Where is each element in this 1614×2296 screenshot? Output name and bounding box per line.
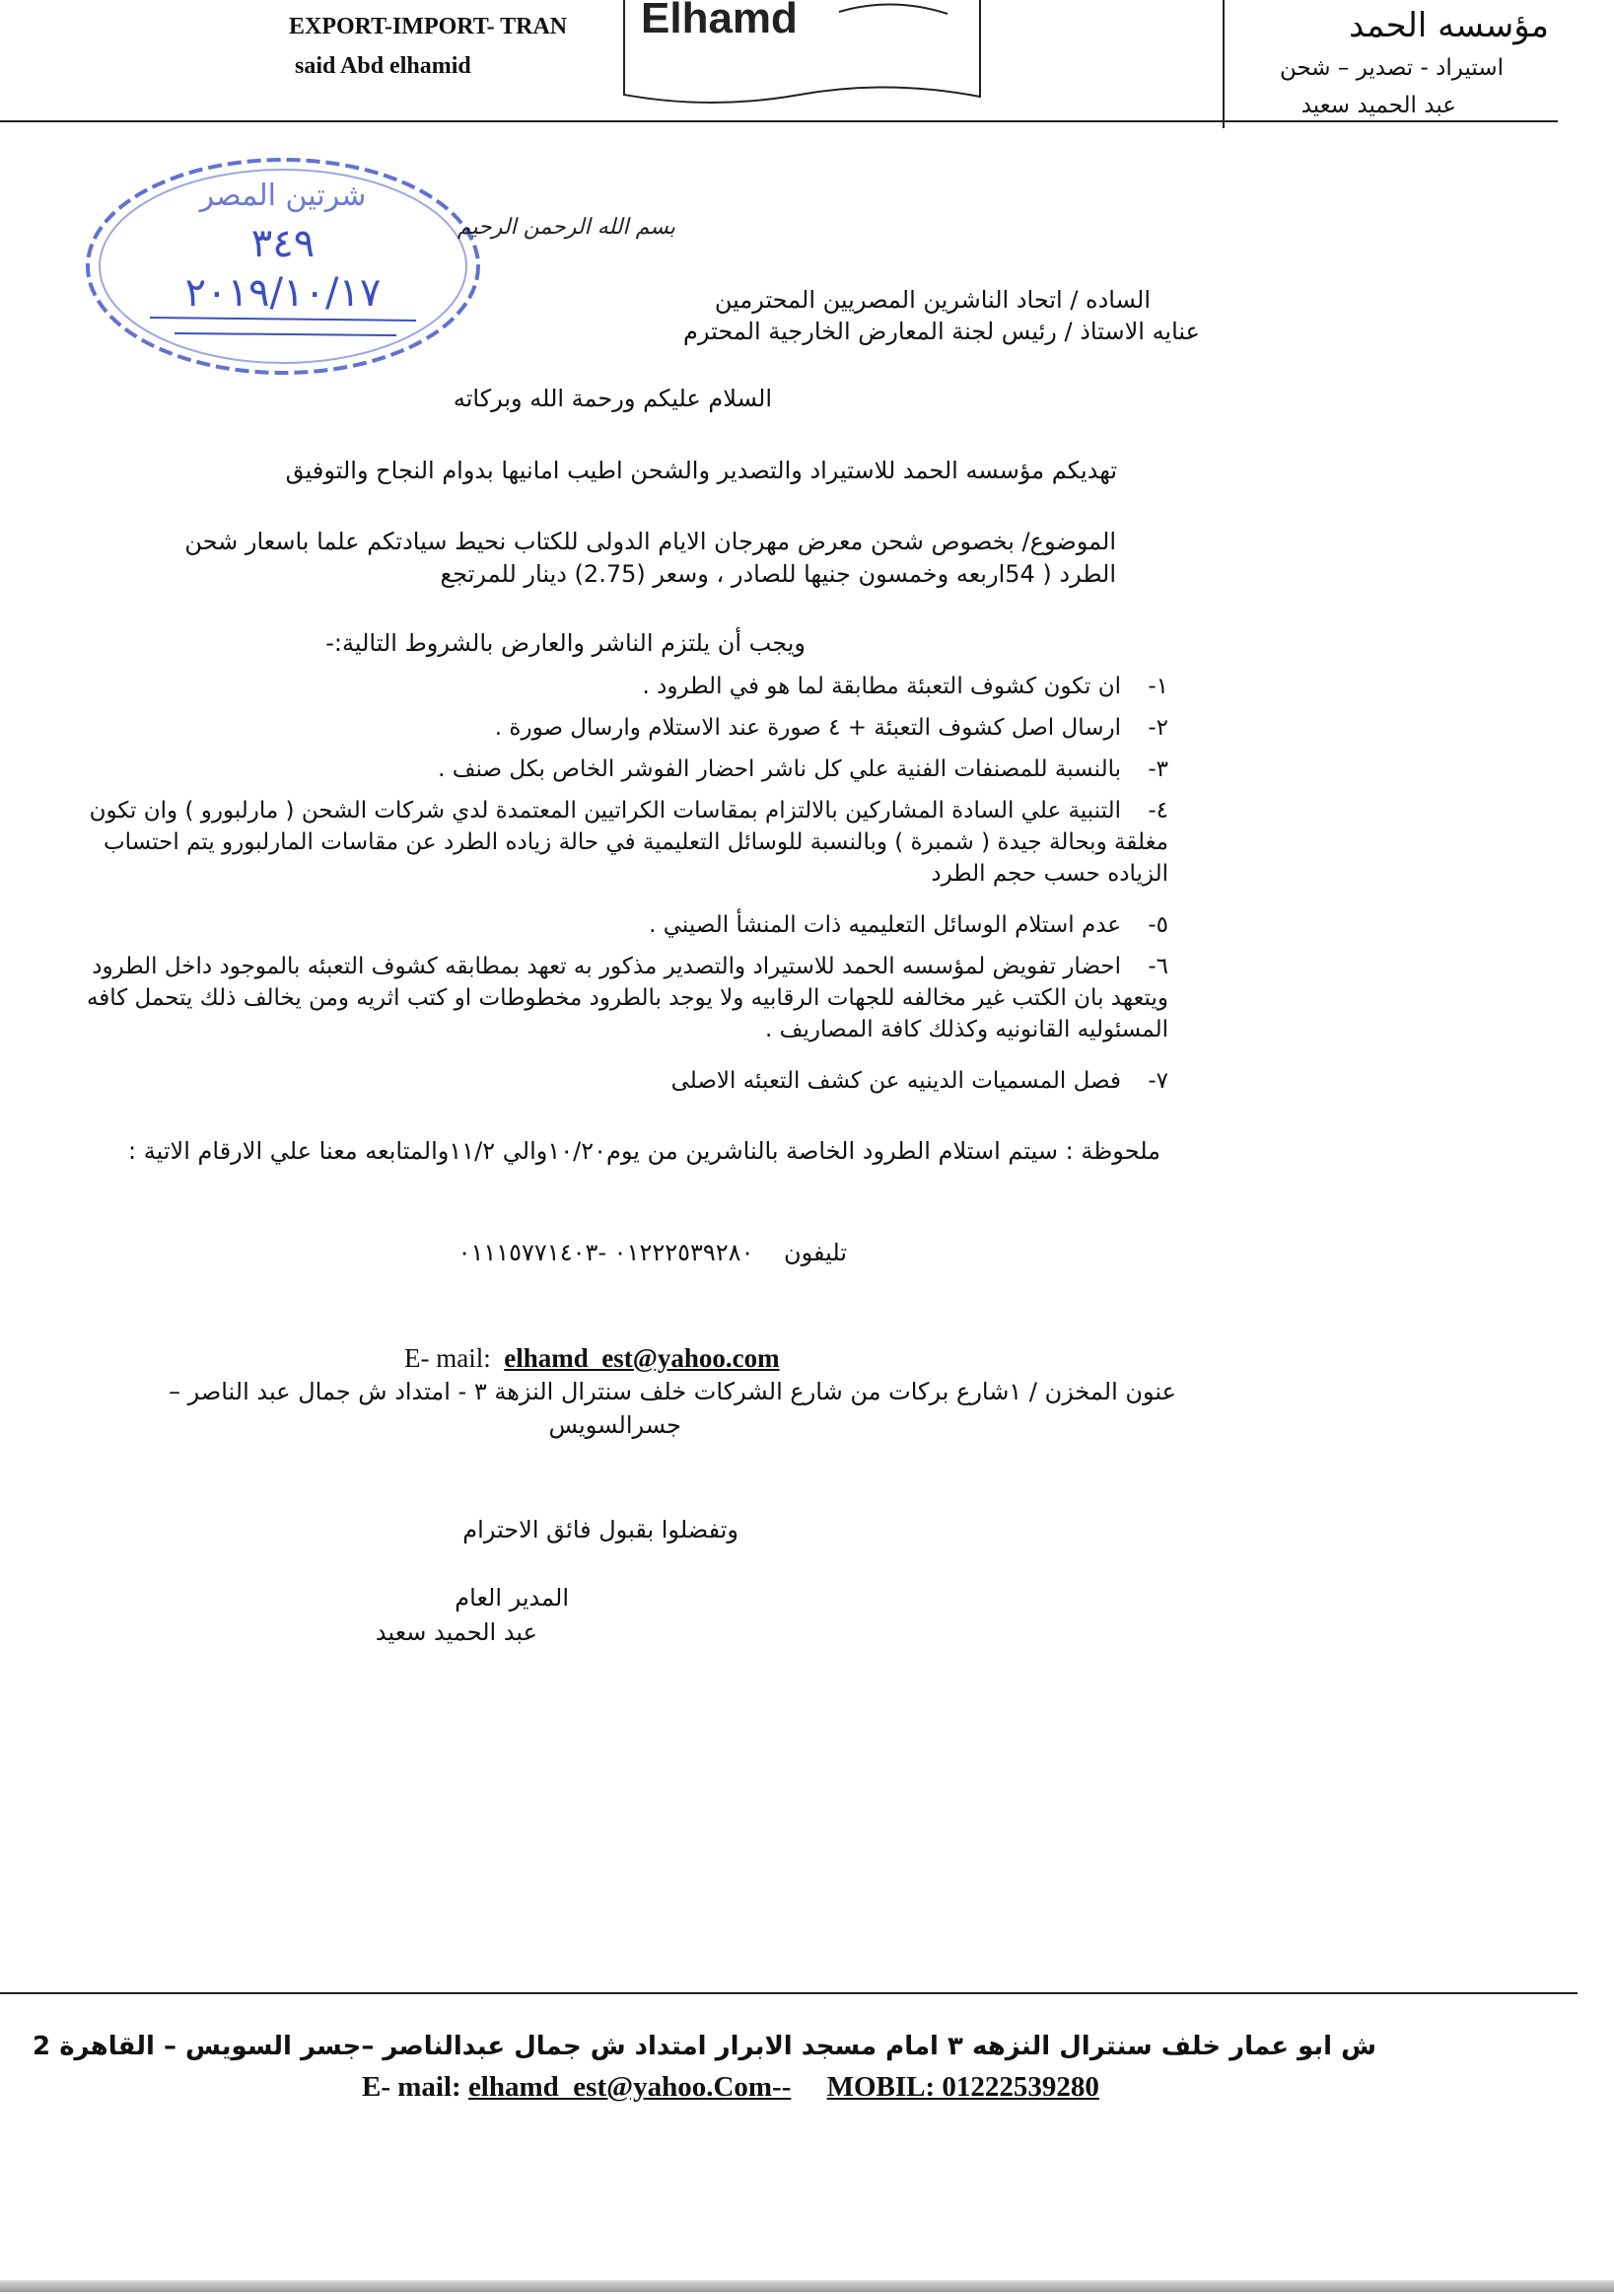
condition-item bbox=[44, 909, 1168, 941]
condition-number: ٥- bbox=[1148, 912, 1168, 938]
footer-email-link[interactable]: elhamd_est@yahoo.Com-- bbox=[467, 2071, 792, 2103]
company-activities-ar: استيراد - تصدير – شحن bbox=[1279, 55, 1504, 81]
signature-title: المدير العام bbox=[455, 1584, 569, 1612]
basmala: بسم الله الرحمن الرحيم bbox=[456, 215, 675, 240]
stamp-seal bbox=[81, 148, 485, 385]
warehouse-address-line-1: عنون المخزن / ١شارع بركات من شارع الشركات خلف سنترال النزهة ٣ - امتداد ش جمال عبد الناصر – bbox=[168, 1378, 1176, 1405]
greeting: السلام عليكم ورحمة الله وبركاته bbox=[453, 385, 772, 412]
footer-address: ش ابو عمار خلف سنترال النزهه ٣ امام مسجد الابرار امتداد ش جمال عبدالناصر –جسر السويس – القاهرة 2 bbox=[33, 2032, 1376, 2061]
recipient-line-1: الساده / اتحاد الناشرين المصريين المحترمين bbox=[714, 286, 1151, 314]
owner-name-ar: عبد الحميد سعيد bbox=[1300, 93, 1456, 118]
footer-contact bbox=[362, 2071, 1099, 2104]
condition-item bbox=[44, 753, 1168, 785]
stamp-number: ٣٤٩ bbox=[250, 221, 316, 266]
conditions-intro: ويجب أن يلتزم الناشر والعارض بالشروط التالية:- bbox=[325, 629, 806, 657]
header-divider bbox=[1223, 0, 1225, 128]
condition-text: فصل المسميات الدينيه عن كشف التعبئه الاصلى bbox=[670, 1068, 1121, 1094]
closing: وتفضلوا بقبول فائق الاحترام bbox=[462, 1516, 738, 1543]
footer-email-label: E- mail: bbox=[362, 2071, 461, 2103]
condition-text: بالنسبة للمصنفات الفنية علي كل ناشر احضار الفوشر الخاص بكل صنف . bbox=[438, 756, 1121, 782]
condition-text: احضار تفويض لمؤسسه الحمد للاستيراد والتصدير مذكور به تعهد بمطابقه كشوف التعبئه بالموجود داخل الطرود ويتعهد بان الكتب غير مخالفه للجهات الرقابيه ولا يوجد بالطرود مخطوطات او كتب اثريه ومن يخالف ذلك يتحمل كافه المسئوليه القانونيه وكذلك كافة المصاريف . bbox=[86, 954, 1168, 1042]
condition-item bbox=[44, 951, 1168, 1045]
recipient-line-2: عنايه الاستاذ / رئيس لجنة المعارض الخارجية المحترم bbox=[682, 318, 1200, 345]
phone-label: تليفون bbox=[783, 1239, 847, 1266]
condition-item bbox=[44, 1065, 1168, 1097]
scan-edge bbox=[0, 2280, 1614, 2292]
subject-line-1: الموضوع/ بخصوص شحن معرض مهرجان الايام الدولى للكتاب نحيط سيادتكم علما باسعار شحن bbox=[184, 528, 1116, 555]
condition-text: ارسال اصل كشوف التعبئة + ٤ صورة عند الاستلام وارسال صورة . bbox=[494, 715, 1121, 741]
note: ملحوظة : سيتم استلام الطرود الخاصة بالناشرين من يوم١٠/٢٠والي ١١/٢والمتابعه معنا علي الارقام الاتية : bbox=[128, 1137, 1160, 1165]
condition-number: ٣- bbox=[1148, 756, 1168, 782]
condition-item bbox=[44, 671, 1168, 702]
company-name-en: EXPORT-IMPORT- TRAN bbox=[289, 14, 568, 39]
warehouse-address-line-2: جسرالسويس bbox=[548, 1411, 681, 1439]
phone-numbers: ٠١٢٢٢٥٣٩٢٨٠ -٠١١١٥٧٧١٤٠٣ bbox=[457, 1239, 754, 1266]
intro-paragraph: تهديكم مؤسسه الحمد للاستيراد والتصدير والشحن اطيب امانيها بدوام النجاح والتوفيق bbox=[285, 457, 1117, 484]
condition-item bbox=[44, 712, 1168, 744]
condition-text: عدم استلام الوسائل التعليميه ذات المنشأ الصيني . bbox=[649, 912, 1121, 938]
condition-text: ان تكون كشوف التعبئة مطابقة لما هو في الطرود . bbox=[642, 674, 1121, 699]
signature-name: عبد الحميد سعيد bbox=[375, 1618, 537, 1646]
footer-mobile: MOBIL: 01222539280 bbox=[826, 2071, 1099, 2103]
footer-rule bbox=[0, 1992, 1578, 1994]
logo-text: Elhamd bbox=[641, 0, 798, 42]
condition-number: ٦- bbox=[1148, 954, 1168, 979]
stamp-org-text: شرتين المصر bbox=[199, 179, 367, 213]
company-name-ar: مؤسسه الحمد bbox=[1349, 6, 1549, 45]
stamp-date: ٢٠١٩/١٠/١٧ bbox=[184, 270, 382, 316]
condition-number: ٧- bbox=[1148, 1068, 1168, 1094]
owner-name-en: said Abd elhamid bbox=[295, 53, 471, 79]
condition-number: ٤- bbox=[1148, 798, 1168, 824]
email-line bbox=[404, 1343, 780, 1374]
header-rule bbox=[0, 120, 1558, 122]
phone-line bbox=[458, 1239, 847, 1266]
condition-number: ٢- bbox=[1148, 715, 1168, 741]
condition-text: التنبية علي السادة المشاركين بالالتزام بمقاسات الكراتيين المعتمدة لدي شركات الشحن ( مارلبورو ) وان تكون مغلقة وبحالة جيدة ( شمبرة ) وبالنسبة للوسائل التعليمية في حالة زياده الطرد عن مقاسات المارلبورو يتم احتساب الزياده حسب حجم الطرد bbox=[89, 798, 1168, 887]
condition-item bbox=[44, 795, 1168, 890]
subject-line-2: الطرد ( 54اربعه وخمسون جنيها للصادر ، وسعر (2.75) دينار للمرتجع bbox=[440, 560, 1116, 588]
condition-number: ١- bbox=[1148, 674, 1168, 699]
email-label: E- mail: bbox=[404, 1343, 491, 1373]
email-link[interactable]: elhamd_est@yahoo.com bbox=[504, 1343, 780, 1373]
